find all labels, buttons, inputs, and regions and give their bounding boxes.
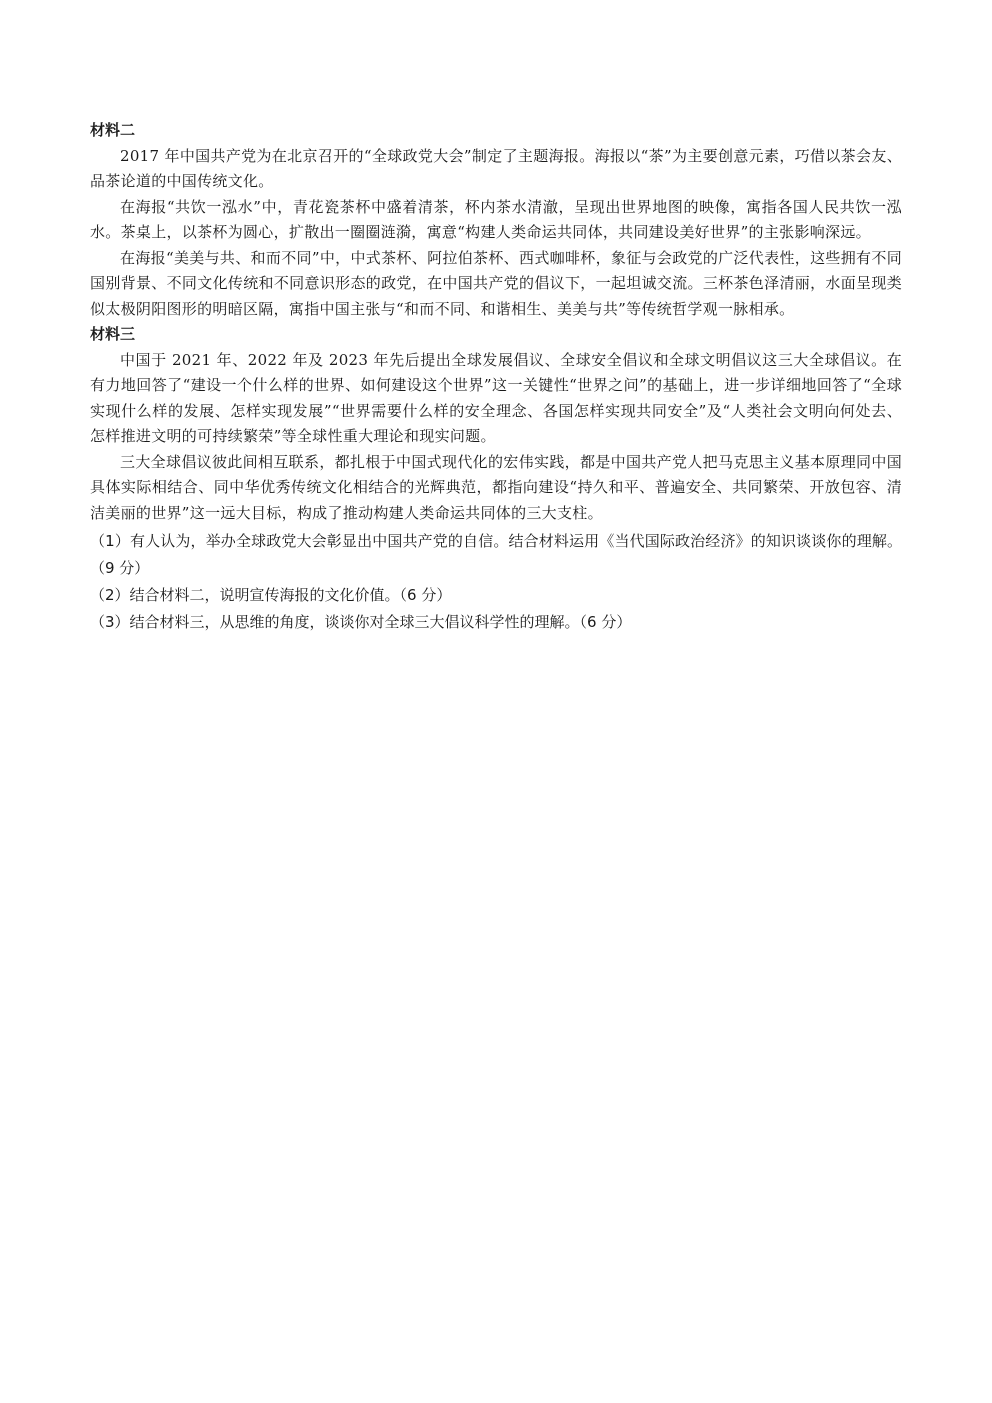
paragraph: 三大全球倡议彼此间相互联系，都扎根于中国式现代化的宏伟实践，都是中国共产党人把马克思主义基本原理同中国具体实际相结合、同中华优秀传统文化相结合的光辉典范，都指向建设“持久和平、普遍安全、共同繁荣、开放包容、清洁美丽的世界”这一远大目标，构成了推动构建人类命运共同体的三大支柱。: [90, 452, 902, 522]
material-three-section: [90, 322, 902, 526]
material-two-section: [90, 118, 902, 322]
section-heading: 材料三: [90, 325, 136, 343]
questions-section: [90, 528, 902, 636]
paragraph: 中国于 2021 年、2022 年及 2023 年先后提出全球发展倡议、全球安全倡议和全球文明倡议这三大全球倡议。在有力地回答了“建设一个什么样的世界、如何建设这个世界”这一关键性“世界之问”的基础上，进一步详细地回答了“全球实现什么样的发展、怎样实现发展”“世界需要什么样的安全理念、各国怎样实现共同安全”及“人类社会文明向何处去、怎样推进文明的可持续繁荣”等全球性重大理论和现实问题。: [90, 350, 902, 445]
section-heading: 材料二: [90, 121, 136, 139]
paragraph: 2017 年中国共产党为在北京召开的“全球政党大会”制定了主题海报。海报以“茶”为主要创意元素，巧借以茶会友、品茶论道的中国传统文化。: [90, 146, 902, 190]
paragraph: 在海报“共饮一泓水”中，青花瓷茶杯中盛着清茶，杯内茶水清澈，呈现出世界地图的映像，寓指各国人民共饮一泓水。茶桌上，以茶杯为圆心，扩散出一圈圈涟漪，寓意“构建人类命运共同体，共同建设美好世界”的主张影响深远。: [90, 197, 902, 241]
paragraph: 在海报“美美与共、和而不同”中，中式茶杯、阿拉伯茶杯、西式咖啡杯，象征与会政党的广泛代表性，这些拥有不同国别背景、不同文化传统和不同意识形态的政党，在中国共产党的倡议下，一起坦诚交流。三杯茶色泽清丽，水面呈现类似太极阴阳图形的明暗区隔，寓指中国主张与“和而不同、和谐相生、美美与共”等传统哲学观一脉相承。: [90, 248, 902, 318]
question-item: （3）结合材料三，从思维的角度，谈谈你对全球三大倡议科学性的理解。（6 分）: [90, 613, 632, 631]
document-page: [90, 118, 902, 636]
question-item: （1）有人认为，举办全球政党大会彰显出中国共产党的自信。结合材料运用《当代国际政治经济》的知识谈谈你的理解。（9 分）: [90, 532, 902, 577]
question-item: （2）结合材料二，说明宣传海报的文化价值。（6 分）: [90, 586, 452, 604]
